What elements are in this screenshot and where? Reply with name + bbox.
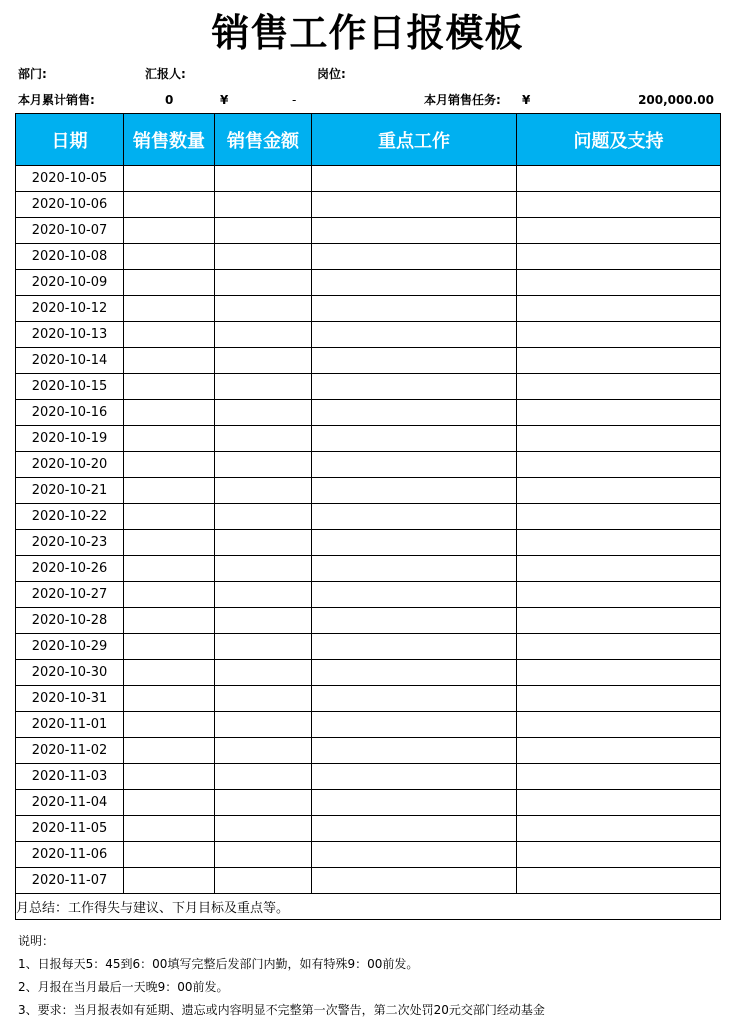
key-work-cell[interactable] [312,296,517,322]
issues-support-cell[interactable] [517,400,721,426]
table-row [16,322,721,348]
issues-support-cell[interactable] [517,218,721,244]
key-work-cell[interactable] [312,842,517,868]
note-item: 3、要求：当月报表如有延期、遗忘或内容明显不完整第一次警告，第二次处罚20元交部门经动基金 [18,1003,545,1017]
date-cell[interactable]: 2020-10-15 [16,374,124,400]
issues-support-cell[interactable] [517,244,721,270]
header-key-work: 重点工作 [312,114,517,166]
issues-support-cell[interactable] [517,556,721,582]
monthly-sales-amount: - [292,93,297,107]
table-row [16,296,721,322]
key-work-cell[interactable] [312,764,517,790]
sales-quantity-cell[interactable] [124,868,215,894]
sales-amount-cell[interactable] [215,348,312,374]
sales-quantity-cell[interactable] [124,530,215,556]
table-row [16,556,721,582]
sales-quantity-cell[interactable] [124,218,215,244]
summary-row [16,894,721,920]
date-cell[interactable]: 2020-11-06 [16,842,124,868]
key-work-cell[interactable] [312,192,517,218]
sales-amount-cell[interactable] [215,634,312,660]
sales-quantity-cell[interactable] [124,634,215,660]
date-cell[interactable]: 2020-10-08 [16,244,124,270]
table-row [16,218,721,244]
notes-heading: 说明： [18,934,55,948]
date-cell[interactable]: 2020-10-14 [16,348,124,374]
date-cell[interactable]: 2020-10-29 [16,634,124,660]
sales-quantity-cell[interactable] [124,712,215,738]
date-cell[interactable]: 2020-11-02 [16,738,124,764]
header-issues-support: 问题及支持 [517,114,721,166]
monthly-target-amount: 200,000.00 [638,93,714,107]
sales-amount-cell[interactable] [215,426,312,452]
monthly-target-label: 本月销售任务: [424,93,501,107]
sales-amount-cell[interactable] [215,478,312,504]
issues-support-cell[interactable] [517,634,721,660]
sales-amount-cell[interactable] [215,218,312,244]
key-work-cell[interactable] [312,166,517,192]
sales-quantity-cell[interactable] [124,374,215,400]
issues-support-cell[interactable] [517,426,721,452]
date-cell[interactable]: 2020-10-27 [16,582,124,608]
issues-support-cell[interactable] [517,712,721,738]
table-row [16,582,721,608]
date-cell[interactable]: 2020-11-07 [16,868,124,894]
sales-amount-cell[interactable] [215,452,312,478]
note-item: 1、日报每天5：45到6：00填写完整后发部门内勤，如有特殊9：00前发。 [18,957,419,971]
sales-quantity-cell[interactable] [124,244,215,270]
sales-amount-cell[interactable] [215,374,312,400]
table-row [16,842,721,868]
table-row [16,712,721,738]
table-row [16,374,721,400]
note-item: 2、月报在当月最后一天晚9：00前发。 [18,980,229,994]
date-cell[interactable]: 2020-10-21 [16,478,124,504]
key-work-cell[interactable] [312,634,517,660]
sales-amount-cell[interactable] [215,608,312,634]
header-sales-quantity: 销售数量 [124,114,215,166]
date-cell[interactable]: 2020-11-03 [16,764,124,790]
date-cell[interactable]: 2020-10-05 [16,166,124,192]
table-row [16,764,721,790]
sales-amount-cell[interactable] [215,816,312,842]
table-row [16,478,721,504]
date-cell[interactable]: 2020-10-22 [16,504,124,530]
table-row [16,868,721,894]
key-work-cell[interactable] [312,790,517,816]
department-label: 部门: [18,67,47,81]
table-row [16,244,721,270]
issues-support-cell[interactable] [517,374,721,400]
date-cell[interactable]: 2020-10-20 [16,452,124,478]
monthly-sales-count: 0 [165,93,174,107]
key-work-cell[interactable] [312,322,517,348]
sales-quantity-cell[interactable] [124,686,215,712]
key-work-cell[interactable] [312,686,517,712]
issues-support-cell[interactable] [517,296,721,322]
table-row [16,166,721,192]
sales-quantity-cell[interactable] [124,166,215,192]
sales-amount-cell[interactable] [215,556,312,582]
sales-amount-cell[interactable] [215,582,312,608]
issues-support-cell[interactable] [517,582,721,608]
table-row [16,608,721,634]
date-cell[interactable]: 2020-10-28 [16,608,124,634]
table-row [16,426,721,452]
date-cell[interactable]: 2020-11-04 [16,790,124,816]
sales-amount-cell[interactable] [215,764,312,790]
table-row [16,660,721,686]
issues-support-cell[interactable] [517,660,721,686]
issues-support-cell[interactable] [517,764,721,790]
issues-support-cell[interactable] [517,738,721,764]
key-work-cell[interactable] [312,244,517,270]
table-row [16,738,721,764]
issues-support-cell[interactable] [517,608,721,634]
sales-amount-cell[interactable] [215,322,312,348]
sales-quantity-cell[interactable] [124,452,215,478]
table-row [16,348,721,374]
sales-amount-cell[interactable] [215,530,312,556]
key-work-cell[interactable] [312,556,517,582]
sales-quantity-cell[interactable] [124,582,215,608]
table-header-row [16,114,721,166]
date-cell[interactable]: 2020-10-12 [16,296,124,322]
sales-quantity-cell[interactable] [124,764,215,790]
sales-quantity-cell[interactable] [124,296,215,322]
table-row [16,270,721,296]
position-label: 岗位: [317,67,346,81]
key-work-cell[interactable] [312,738,517,764]
sales-quantity-cell[interactable] [124,660,215,686]
date-cell[interactable]: 2020-10-23 [16,530,124,556]
date-cell[interactable]: 2020-10-13 [16,322,124,348]
notes-section [18,930,545,1022]
key-work-cell[interactable] [312,530,517,556]
table-row [16,192,721,218]
key-work-cell[interactable] [312,712,517,738]
issues-support-cell[interactable] [517,452,721,478]
sales-quantity-cell[interactable] [124,790,215,816]
key-work-cell[interactable] [312,608,517,634]
table-row [16,400,721,426]
header-date: 日期 [16,114,124,166]
issues-support-cell[interactable] [517,842,721,868]
key-work-cell[interactable] [312,478,517,504]
sales-amount-cell[interactable] [215,244,312,270]
issues-support-cell[interactable] [517,192,721,218]
key-work-cell[interactable] [312,660,517,686]
sales-amount-cell[interactable] [215,192,312,218]
date-cell[interactable]: 2020-10-09 [16,270,124,296]
key-work-cell[interactable] [312,348,517,374]
key-work-cell[interactable] [312,868,517,894]
sales-amount-cell[interactable] [215,790,312,816]
sales-quantity-cell[interactable] [124,816,215,842]
sales-quantity-cell[interactable] [124,738,215,764]
date-cell[interactable]: 2020-11-05 [16,816,124,842]
issues-support-cell[interactable] [517,504,721,530]
issues-support-cell[interactable] [517,686,721,712]
sales-quantity-cell[interactable] [124,504,215,530]
sales-amount-cell[interactable] [215,712,312,738]
key-work-cell[interactable] [312,582,517,608]
issues-support-cell[interactable] [517,478,721,504]
sales-amount-cell[interactable] [215,842,312,868]
date-cell[interactable]: 2020-10-19 [16,426,124,452]
table-row [16,530,721,556]
daily-report-table [15,113,721,920]
monthly-sales-label: 本月累计销售: [18,93,95,107]
sales-amount-cell[interactable] [215,400,312,426]
sales-quantity-cell[interactable] [124,426,215,452]
sales-amount-cell[interactable] [215,296,312,322]
reporter-label: 汇报人: [145,67,186,81]
sales-amount-cell[interactable] [215,738,312,764]
table-row [16,504,721,530]
key-work-cell[interactable] [312,270,517,296]
sales-amount-cell[interactable] [215,166,312,192]
key-work-cell[interactable] [312,816,517,842]
monthly-sales-currency: ¥ [220,93,229,107]
sales-quantity-cell[interactable] [124,192,215,218]
key-work-cell[interactable] [312,426,517,452]
table-row [16,452,721,478]
sales-quantity-cell[interactable] [124,608,215,634]
issues-support-cell[interactable] [517,790,721,816]
issues-support-cell[interactable] [517,530,721,556]
sales-quantity-cell[interactable] [124,348,215,374]
date-cell[interactable]: 2020-10-16 [16,400,124,426]
key-work-cell[interactable] [312,218,517,244]
key-work-cell[interactable] [312,374,517,400]
sales-amount-cell[interactable] [215,868,312,894]
sales-amount-cell[interactable] [215,504,312,530]
sales-quantity-cell[interactable] [124,400,215,426]
table-row [16,816,721,842]
date-cell[interactable]: 2020-11-01 [16,712,124,738]
sales-quantity-cell[interactable] [124,556,215,582]
sales-quantity-cell[interactable] [124,478,215,504]
sales-quantity-cell[interactable] [124,842,215,868]
sales-amount-cell[interactable] [215,660,312,686]
key-work-cell[interactable] [312,504,517,530]
date-cell[interactable]: 2020-10-31 [16,686,124,712]
page-title: 销售工作日报模板 [211,11,524,55]
key-work-cell[interactable] [312,400,517,426]
issues-support-cell[interactable] [517,166,721,192]
summary-cell[interactable]: 月总结：工作得失与建议、下月目标及重点等。 [16,894,721,920]
issues-support-cell[interactable] [517,348,721,374]
issues-support-cell[interactable] [517,868,721,894]
issues-support-cell[interactable] [517,270,721,296]
sales-amount-cell[interactable] [215,686,312,712]
table-row [16,686,721,712]
monthly-target-currency: ¥ [522,93,531,107]
header-sales-amount: 销售金额 [215,114,312,166]
key-work-cell[interactable] [312,452,517,478]
date-cell[interactable]: 2020-10-06 [16,192,124,218]
table-row [16,790,721,816]
sales-quantity-cell[interactable] [124,270,215,296]
sales-quantity-cell[interactable] [124,322,215,348]
date-cell[interactable]: 2020-10-26 [16,556,124,582]
issues-support-cell[interactable] [517,816,721,842]
table-row [16,634,721,660]
date-cell[interactable]: 2020-10-07 [16,218,124,244]
sales-amount-cell[interactable] [215,270,312,296]
date-cell[interactable]: 2020-10-30 [16,660,124,686]
issues-support-cell[interactable] [517,322,721,348]
